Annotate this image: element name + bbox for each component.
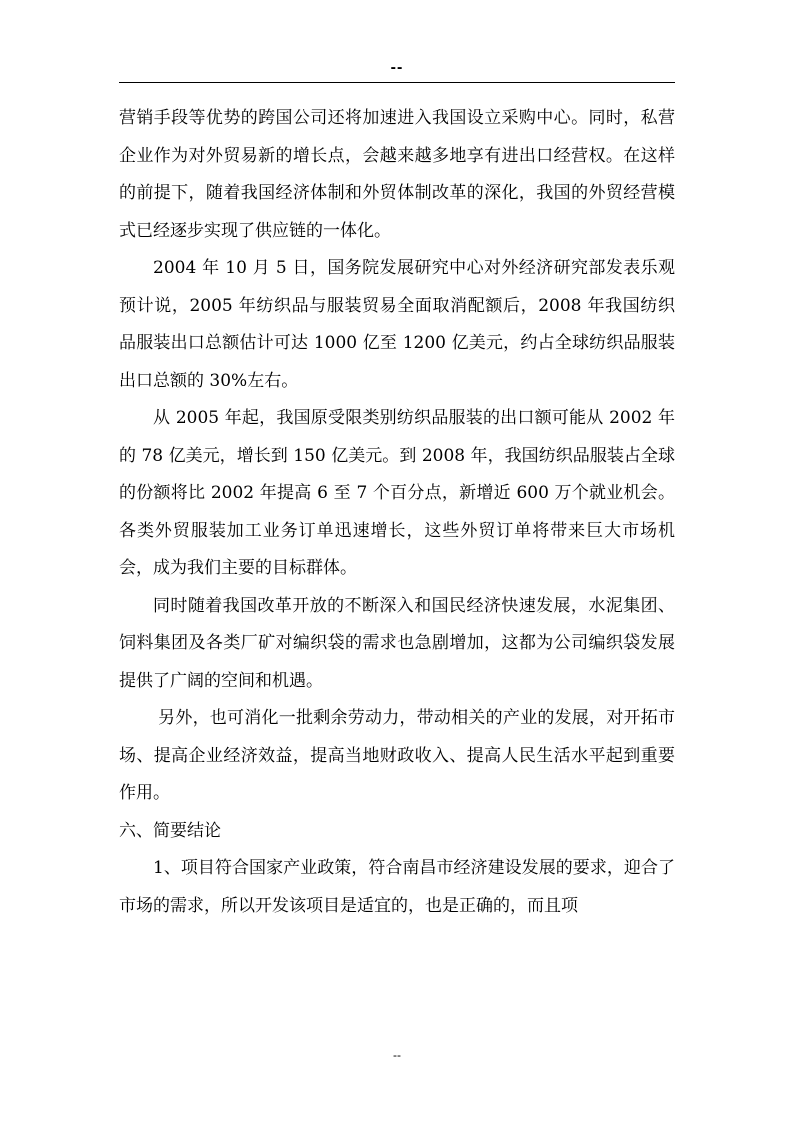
header-mark: --: [390, 59, 404, 76]
footer-mark: --: [393, 1048, 401, 1062]
header-rule: [119, 82, 675, 83]
section-heading-conclusion: 六、简要结论: [119, 820, 221, 841]
paragraph-conclusion-1: 1、项目符合国家产业政策，符合南昌市经济建设发展的要求，迎合了市场的需求，所以开发该项目是适宜的，也是正确的，而且项: [119, 858, 675, 916]
paragraph-forecast: 2004 年 10 月 5 日，国务院发展研究中心对外经济研究部发表乐观预计说，2005 年纺织品与服装贸易全面取消配额后，2008 年我国纺织品服装出口总额估计可达 1000 亿至 1200 亿美元，约占全球纺织品服装出口总额的 30%左右。: [119, 258, 675, 391]
paragraph-continuation: 营销手段等优势的跨国公司还将加速进入我国设立采购中心。同时，私营企业作为对外贸易新的增长点，会越来越多地享有进出口经营权。在这样的前提下，随着我国经济体制和外贸体制改革的深化，我国的外贸经营模式已经逐步实现了供应链的一体化。: [119, 108, 675, 241]
body-text: [119, 100, 675, 925]
paragraph-export-growth: 从 2005 年起，我国原受限类别纺织品服装的出口额可能从 2002 年的 78 亿美元，增长到 150 亿美元。到 2008 年，我国纺织品服装占全球的份额将比 2002 年提高 6 至 7 个百分点，新增近 600 万个就业机会。各类外贸服装加工业务订单迅速增长，这些外贸订单将带来巨大市场机会，成为我们主要的目标群体。: [119, 408, 675, 578]
paragraph-labor-benefits: 另外，也可消化一批剩余劳动力，带动相关的产业的发展，对开拓市场、提高企业经济效益，提高当地财政收入、提高人民生活水平起到重要作用。: [119, 708, 675, 803]
paragraph-woven-bag-demand: 同时随着我国改革开放的不断深入和国民经济快速发展，水泥集团、饲料集团及各类厂矿对编织袋的需求也急剧增加，这都为公司编织袋发展提供了广阔的空间和机遇。: [119, 595, 675, 691]
